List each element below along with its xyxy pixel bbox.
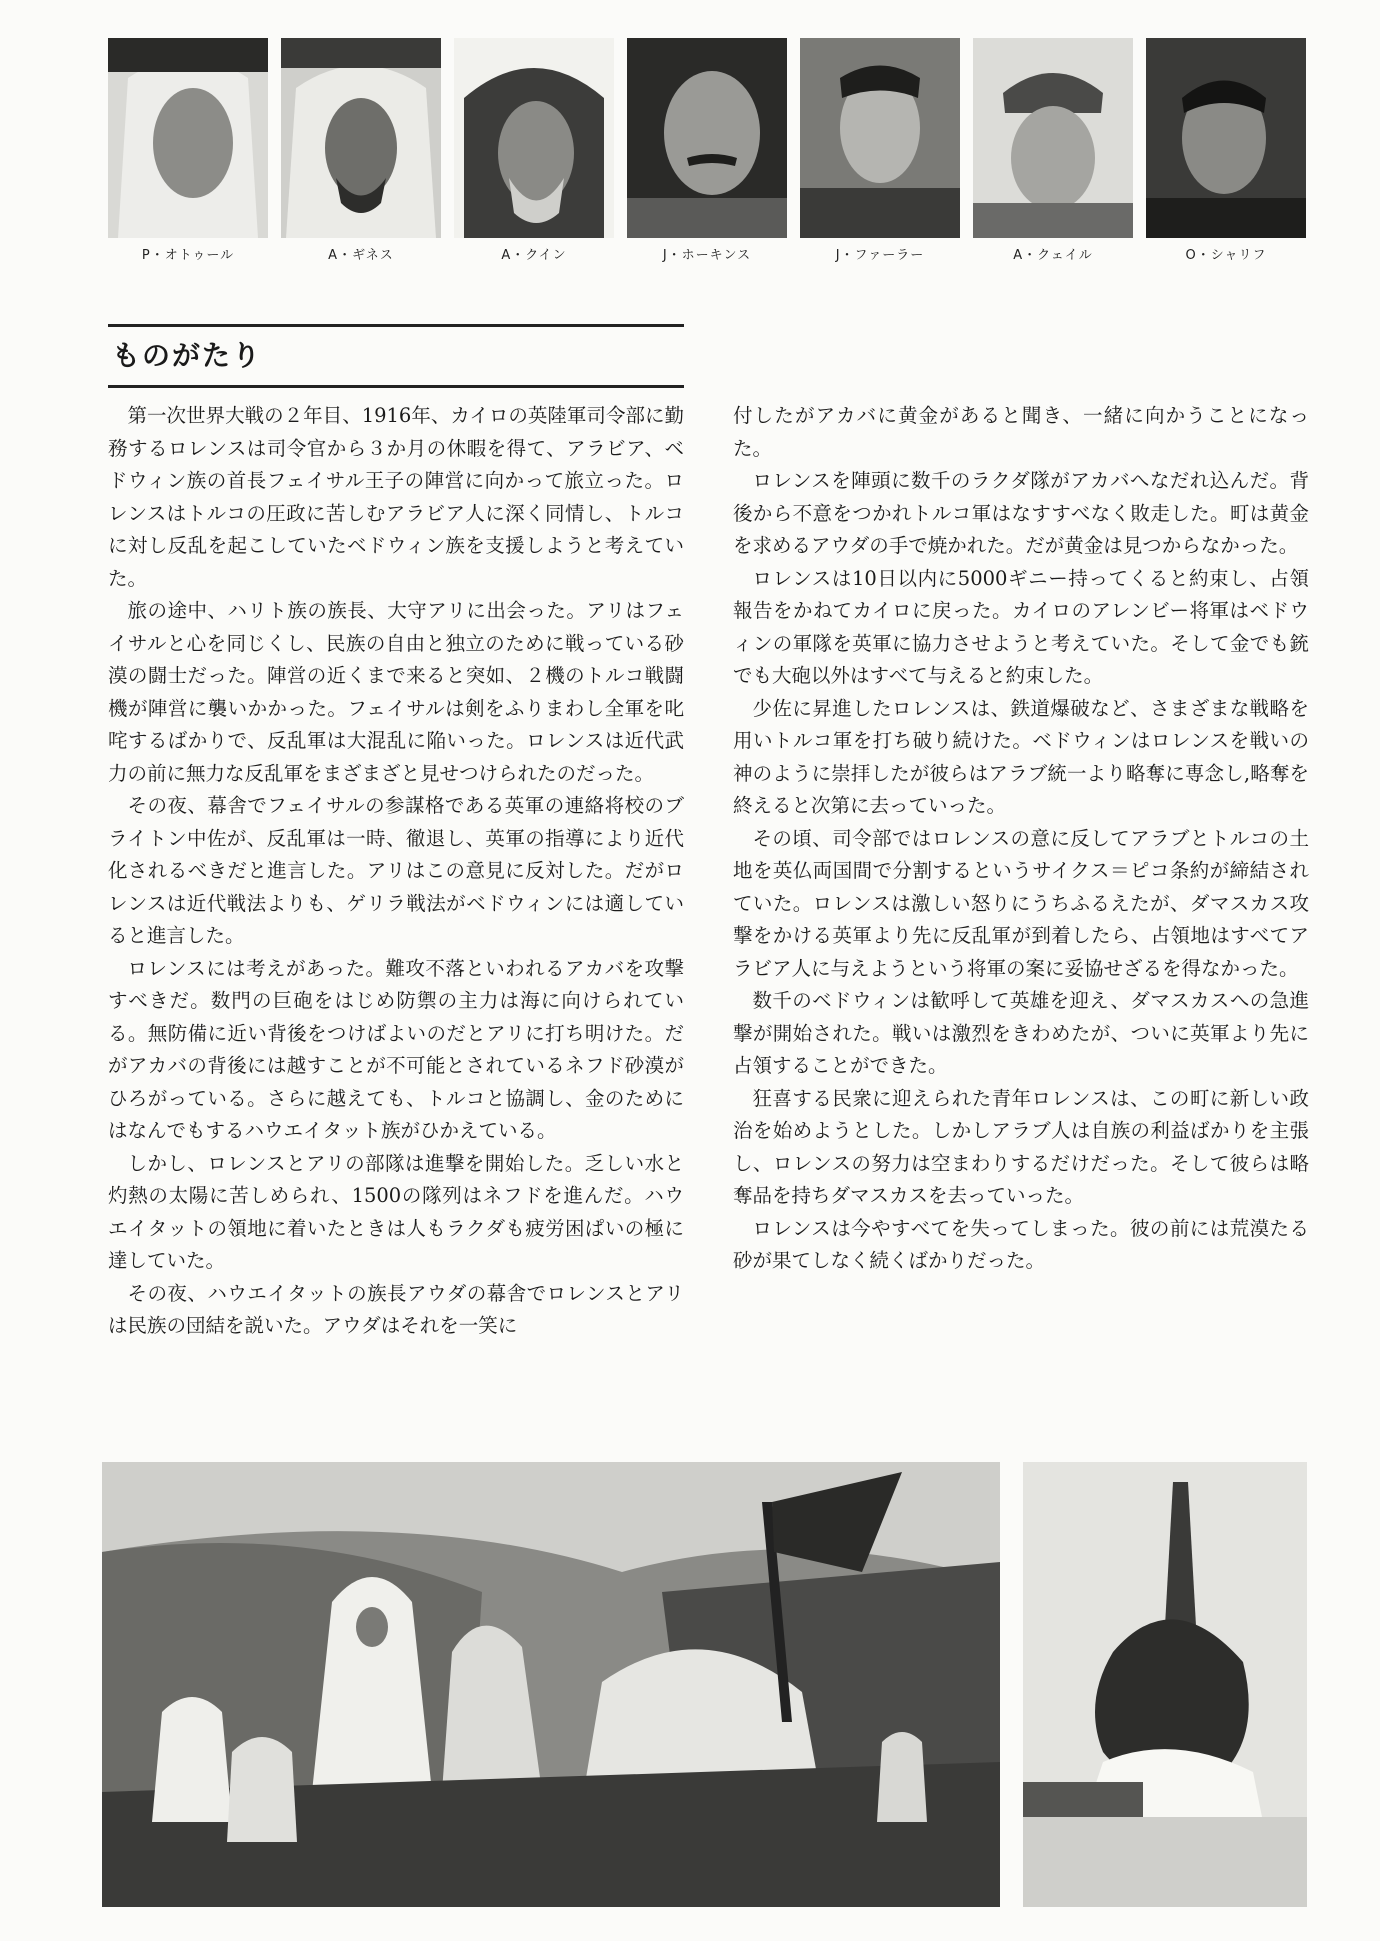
portrait-caption: P・オトゥール (141, 248, 235, 263)
portrait-photo (281, 38, 441, 238)
portrait-photo (627, 38, 787, 238)
story-paragraph: ロレンスは10日以内に5000ギニー持ってくると約束し、占領報告をかねてカイロに戻った。カイロのアレンビー将軍はベドウィンの軍隊を英軍に協力させようと考えていた。そして金でも銃でも大砲以外はすべて与えると約束した。 (733, 566, 1309, 687)
section-rule-top (108, 324, 684, 327)
portrait-photo (1146, 38, 1306, 238)
story-paragraph: ロレンスは今やすべてを失ってしまった。彼の前には荒漠たる砂が果てしなく続くばかりだった。 (733, 1216, 1309, 1272)
story-paragraph-continued: 付したがアカバに黄金があると聞き、一緒に向かうことになった。 (733, 404, 1309, 460)
portrait-caption: A・クイン (501, 248, 567, 263)
story-column-left (108, 400, 684, 1343)
portrait-caption: A・クェイル (1013, 248, 1093, 263)
story-paragraph: その夜、ハウエイタットの族長アウダの幕舎でロレンスとアリは民族の団結を説いた。アウダはそれを一笑に (108, 1281, 684, 1337)
section-rule-bottom (108, 385, 684, 388)
portrait-4 (627, 38, 787, 263)
story-paragraph: その夜、幕舎でフェイサルの参謀格である英軍の連絡将校のブライトン中佐が、反乱軍は一時、徹退し、英軍の指導により近代化されるべきだと進言した。アリはこの意見に反対した。だがロレンスは近代戦法よりも、ゲリラ戦法がベドウィンには適していると進言した。 (108, 794, 684, 947)
story-paragraph: 旅の途中、ハリト族の族長、大守アリに出会った。アリはフェイサルと心を同じくし、民族の自由と独立のために戦っている砂漠の闘士だった。陣営の近くまで来ると突如、２機のトルコ戦闘機が陣営に襲いかかった。フェイサルは剣をふりまわし全軍を叱咤するばかりで、反乱軍は大混乱に陥いった。ロレンスは近代武力の前に無力な反乱軍をまざまざと見せつけられたのだった。 (108, 599, 684, 785)
portrait-caption: A・ギネス (328, 248, 394, 263)
cast-portrait-row (108, 38, 1308, 268)
portrait-7 (1146, 38, 1306, 263)
portrait-caption: J・ホーキンス (662, 248, 752, 263)
portrait-caption: O・シャリフ (1185, 248, 1267, 263)
portrait-2 (281, 38, 441, 263)
story-paragraph: しかし、ロレンスとアリの部隊は進撃を開始した。乏しい水と灼熱の太陽に苦しめられ、1500の隊列はネフドを進んだ。ハウエイタットの領地に着いたときは人もラクダも疲労困ぱいの極に達していた。 (108, 1151, 684, 1272)
story-column-right (733, 400, 1309, 1278)
portrait-photo (108, 38, 268, 238)
story-paragraph: 狂喜する民衆に迎えられた青年ロレンスは、この町に新しい政治を始めようとした。しかしアラブ人は自族の利益ばかりを主張し、ロレンスの努力は空まわりするだけだった。そして彼らは略奪品を持ちダマスカスを去っていった。 (733, 1086, 1309, 1207)
story-paragraph: 第一次世界大戦の２年目、1916年、カイロの英陸軍司令部に勤務するロレンスは司令官から３か月の休暇を得て、アラビア、ベドウィン族の首長フェイサル王子の陣営に向かって旅立った。ロレンスはトルコの圧政に苦しむアラビア人に深く同情し、トルコに対し反乱を起こしていたベドウィン族を支援しようと考えていた。 (108, 404, 684, 590)
story-paragraph: 少佐に昇進したロレンスは、鉄道爆破など、さまざまな戦略を用いトルコ軍を打ち破り続けた。ベドウィンはロレンスを戦いの神のように崇拝したが彼らはアラブ統一より略奪に専念し,略奪を終えると次第に去っていった。 (733, 696, 1309, 817)
scene-photo-explosion (1023, 1462, 1307, 1907)
portrait-6 (973, 38, 1133, 263)
portrait-caption: J・ファーラー (835, 248, 925, 263)
story-paragraph: ロレンスには考えがあった。難攻不落といわれるアカバを攻撃すべきだ。数門の巨砲をはじめ防禦の主力は海に向けられている。無防備に近い背後をつけばよいのだとアリに打ち明けた。だがアカバの背後には越すことが不可能とされているネフド砂漠がひろがっている。さらに越えても、トルコと協調し、金のためにはなんでもするハウエイタット族がひかえている。 (108, 956, 684, 1142)
portrait-photo (454, 38, 614, 238)
section-title: ものがたり (112, 339, 263, 372)
portrait-photo (800, 38, 960, 238)
scene-photo-camel-riders (102, 1462, 1000, 1907)
portrait-photo (973, 38, 1133, 238)
story-paragraph: ロレンスを陣頭に数千のラクダ隊がアカバへなだれ込んだ。背後から不意をつかれトルコ軍はなすすべなく敗走した。町は黄金を求めるアウダの手で焼かれた。だが黄金は見つからなかった。 (733, 469, 1309, 557)
portrait-5 (800, 38, 960, 263)
portrait-1 (108, 38, 268, 263)
portrait-3 (454, 38, 614, 263)
story-paragraph: 数千のベドウィンは歓呼して英雄を迎え、ダマスカスへの急進撃が開始された。戦いは激烈をきわめたが、ついに英軍より先に占領することができた。 (733, 989, 1309, 1077)
story-paragraph: その頃、司令部ではロレンスの意に反してアラブとトルコの土地を英仏両国間で分割するというサイクス＝ピコ条約が締結されていた。ロレンスは激しい怒りにうちふるえたが、ダマスカス攻撃をかける英軍より先に反乱軍が到着したら、占領地はすべてアラビア人に与えようという将軍の案に妥協せざるを得なかった。 (733, 826, 1309, 980)
